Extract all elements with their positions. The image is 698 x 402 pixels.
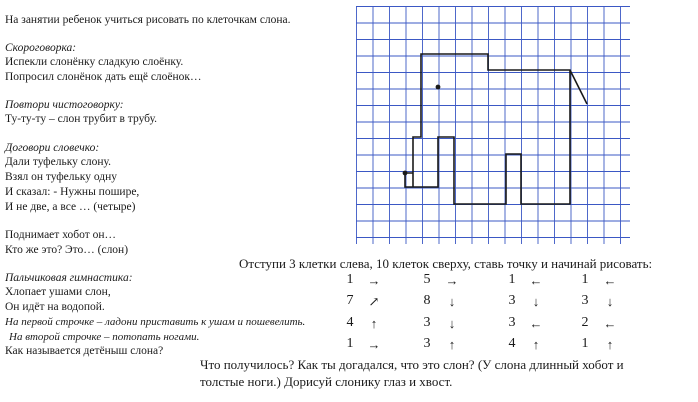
- step-count: 3: [423, 315, 431, 330]
- step-count: 3: [423, 336, 431, 351]
- grid-lines: [356, 6, 630, 244]
- finger-gym-line-1: Хлопает ушами слон,: [5, 286, 111, 298]
- step-count: 1: [346, 272, 354, 287]
- step-count: 7: [346, 293, 354, 308]
- elephant-drawing: [405, 54, 587, 204]
- start-point: [403, 171, 408, 176]
- finger-gym-note-1: На первой строчке – ладони приставить к ушам и пошевелить.: [5, 316, 306, 328]
- arrow-left-icon: ←: [603, 316, 617, 331]
- finish-word-line-2: Взял он туфельку одну: [5, 171, 117, 183]
- finish-word-line-3: И сказал: - Нужны пошире,: [5, 186, 140, 198]
- arrow-down-icon: ↓: [606, 294, 614, 309]
- repeat-line-1: Ту-ту-ту – слон трубит в трубу.: [5, 113, 158, 125]
- finger-gym-line-2: Он идёт на водопой.: [5, 301, 105, 313]
- bottom-question-line-1: Что получилось? Как ты догадался, что это слон? (У слона длинный хобот и: [200, 357, 624, 372]
- elephant-eye: [436, 85, 441, 90]
- instruction-text: Отступи 3 клетки слева, 10 клеток сверху, ставь точку и начинай рисовать:: [239, 256, 653, 271]
- drawing-grid: [356, 6, 630, 244]
- arrow-down-icon: ↓: [532, 294, 540, 309]
- step-count: 1: [581, 336, 589, 351]
- step-count: 4: [508, 336, 516, 351]
- step-count: 8: [423, 293, 431, 308]
- arrow-up-icon: ↑: [532, 337, 540, 352]
- arrow-right-icon: →: [367, 273, 381, 288]
- step-count: 1: [581, 272, 589, 287]
- arrow-up-icon: ↑: [606, 337, 614, 352]
- step-count: 3: [508, 293, 516, 308]
- finger-gym-title: Пальчиковая гимнастика:: [5, 272, 133, 284]
- arrow-down-icon: ↓: [448, 294, 456, 309]
- tongue-twister-line-1: Испекли слонёнку сладкую слоёнку.: [5, 56, 184, 68]
- step-count: 1: [346, 336, 354, 351]
- finger-gym-note-2: На второй строчке – потопать ногами.: [9, 331, 200, 343]
- riddle-line-2: Кто же это? Это… (слон): [5, 244, 129, 256]
- finish-word-title: Договори словечко:: [5, 142, 100, 154]
- bottom-question-line-2: толстые ноги.) Дорисуй слонику глаз и хвост.: [200, 374, 453, 389]
- arrow-left-icon: ←: [529, 316, 543, 331]
- arrow-up-icon: ↑: [448, 337, 456, 352]
- step-count: 3: [508, 315, 516, 330]
- step-count: 1: [508, 272, 516, 287]
- step-count: 3: [581, 293, 589, 308]
- question-text: Как называется детёныш слона?: [5, 345, 164, 357]
- step-count: 2: [581, 315, 589, 330]
- riddle-line-1: Поднимает хобот он…: [5, 229, 117, 241]
- arrow-right-icon: →: [367, 337, 381, 352]
- step-count: 4: [346, 315, 354, 330]
- repeat-title: Повтори чистоговорку:: [5, 99, 124, 111]
- elephant-outline: [405, 54, 587, 204]
- arrow-up-icon: ↑: [370, 316, 378, 331]
- arrow-down-icon: ↓: [448, 316, 456, 331]
- arrow-left-icon: ←: [529, 273, 543, 288]
- arrow-left-icon: ←: [603, 273, 617, 288]
- intro-text: На занятии ребенок учиться рисовать по клеточкам слона.: [5, 14, 291, 26]
- step-count: 5: [423, 272, 431, 287]
- arrow-diagonal-up-right-icon: ↗: [368, 294, 380, 309]
- arrow-right-icon: →: [445, 273, 459, 288]
- finish-word-line-4: И не две, а все … (четыре): [5, 201, 136, 213]
- tongue-twister-title: Скороговорка:: [5, 42, 77, 54]
- finish-word-line-1: Дали туфельку слону.: [5, 156, 111, 168]
- tongue-twister-line-2: Попросил слонёнок дать ещё слоёнок…: [5, 71, 202, 83]
